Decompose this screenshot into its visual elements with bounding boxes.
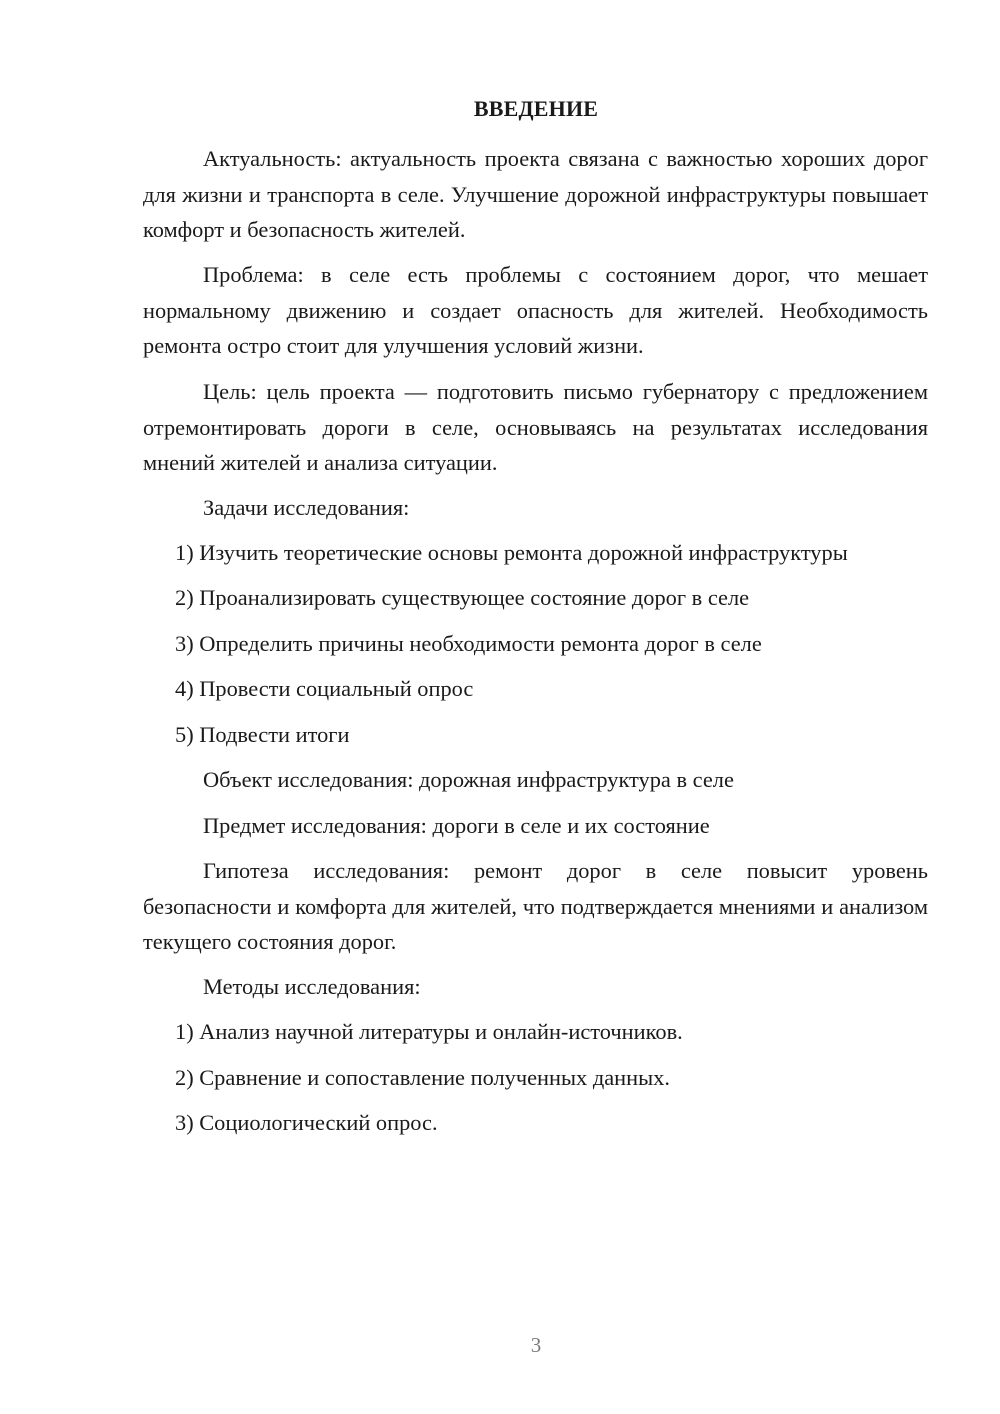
methods-title: Методы исследования: — [203, 974, 421, 999]
goal-paragraph: Цель: цель проекта — подготовить письмо губернатору с предложением отремонтировать дороги в селе, основываясь на результатах исследования мнений жителей и анализа ситуации. — [143, 379, 928, 475]
problem-paragraph: Проблема: в селе есть проблемы с состоянием дорог, что мешает нормальному движению и создает опасность для жителей. Необходимость ремонта остро стоит для улучшения условий жизни. — [143, 262, 928, 358]
research-subject: Предмет исследования: дороги в селе и их состояние — [203, 813, 710, 838]
page-number: 3 — [530, 1333, 542, 1357]
task-item: 5) Подвести итоги — [175, 722, 350, 747]
relevance-paragraph: Актуальность: актуальность проекта связана с важностью хороших дорог для жизни и транспорта в селе. Улучшение дорожной инфраструктуры повышает комфорт и безопасность жителей. — [143, 146, 928, 242]
task-item: 1) Изучить теоретические основы ремонта дорожной инфраструктуры — [175, 540, 848, 565]
task-item: 2) Проанализировать существующее состояние дорог в селе — [175, 585, 750, 610]
tasks-title: Задачи исследования: — [203, 495, 410, 520]
hypothesis-paragraph: Гипотеза исследования: ремонт дорог в селе повысит уровень безопасности и комфорта для жителей, что подтверждается мнениями и анализом текущего состояния дорог. — [143, 858, 928, 954]
task-item: 3) Определить причины необходимости ремонта дорог в селе — [175, 631, 762, 656]
research-object: Объект исследования: дорожная инфраструктура в селе — [203, 767, 734, 792]
task-item: 4) Провести социальный опрос — [175, 676, 474, 701]
section-heading: ВВЕДЕНИЕ — [473, 96, 599, 121]
method-item: 2) Сравнение и сопоставление полученных данных. — [175, 1065, 670, 1090]
method-item: 1) Анализ научной литературы и онлайн-источников. — [175, 1019, 683, 1044]
method-item: 3) Социологический опрос. — [175, 1110, 438, 1135]
